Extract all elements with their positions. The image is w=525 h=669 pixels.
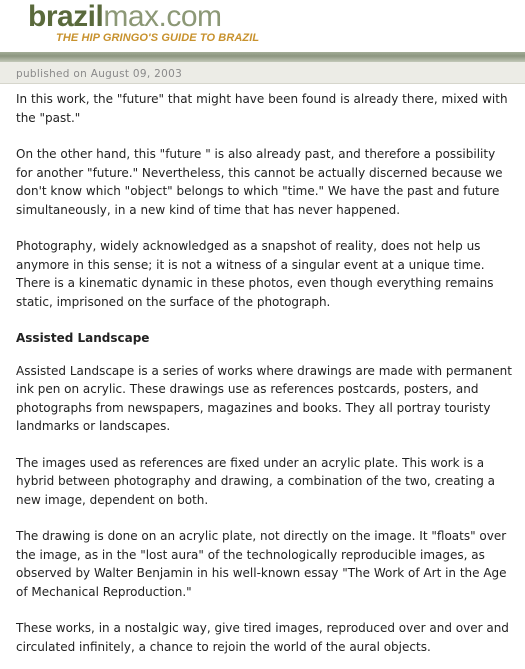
header-divider-bar bbox=[0, 52, 525, 62]
logo-brand: brazil bbox=[28, 0, 104, 33]
article-paragraph: In this work, the "future" that might have been found is already there, mixed with the "past." bbox=[16, 92, 508, 125]
article-meta bbox=[0, 62, 525, 84]
article-paragraph: These works, in a nostalgic way, give tired images, reproduced over and over and circulated infinitely, a chance to rejoin the world of the aural objects. bbox=[16, 621, 509, 654]
article-paragraph: The images used as references are fixed under an acrylic plate. This work is a hybrid between photography and drawing, a combination of the two, creating a new image, dependent on both. bbox=[16, 455, 495, 507]
article-body bbox=[0, 84, 525, 656]
site-tagline: THE HIP GRINGO'S GUIDE TO BRAZIL bbox=[56, 32, 260, 44]
article-paragraph: On the other hand, this "future " is also already past, and therefore a possibility for another "future." Nevertheless, this cannot be actually discerned because we don't know which "object" belongs to which "time." We have the past and future simultaneously, in a new kind of time that has never happened. bbox=[16, 147, 503, 217]
article-paragraph: Photography, widely acknowledged as a snapshot of reality, does not help us anymore in this sense; it is not a witness of a singular event at a unique time. There is a kinematic dynamic in these photos, even though everything remains static, imprisoned on the surface of the photograph. bbox=[16, 239, 494, 309]
article-paragraph: Assisted Landscape is a series of works where drawings are made with permanent ink pen on acrylic. These drawings use as references postcards, posters, and photographs from newspapers, magazines and books. They all portray touristy landmarks or landscapes. bbox=[16, 363, 512, 433]
section-heading: Assisted Landscape bbox=[16, 331, 150, 345]
site-logo[interactable] bbox=[28, 0, 222, 34]
article-paragraph: The drawing is done on an acrylic plate, not directly on the image. It "floats" over the image, as in the "lost aura" of the technologically reproducible images, as observed by Walter Benjamin in his well-known essay "The Work of Art in the Age of Mechanical Reproduction." bbox=[16, 529, 507, 599]
published-date: published on August 09, 2003 bbox=[16, 68, 183, 80]
logo-suffix: max.com bbox=[103, 0, 222, 33]
site-header bbox=[0, 0, 525, 52]
